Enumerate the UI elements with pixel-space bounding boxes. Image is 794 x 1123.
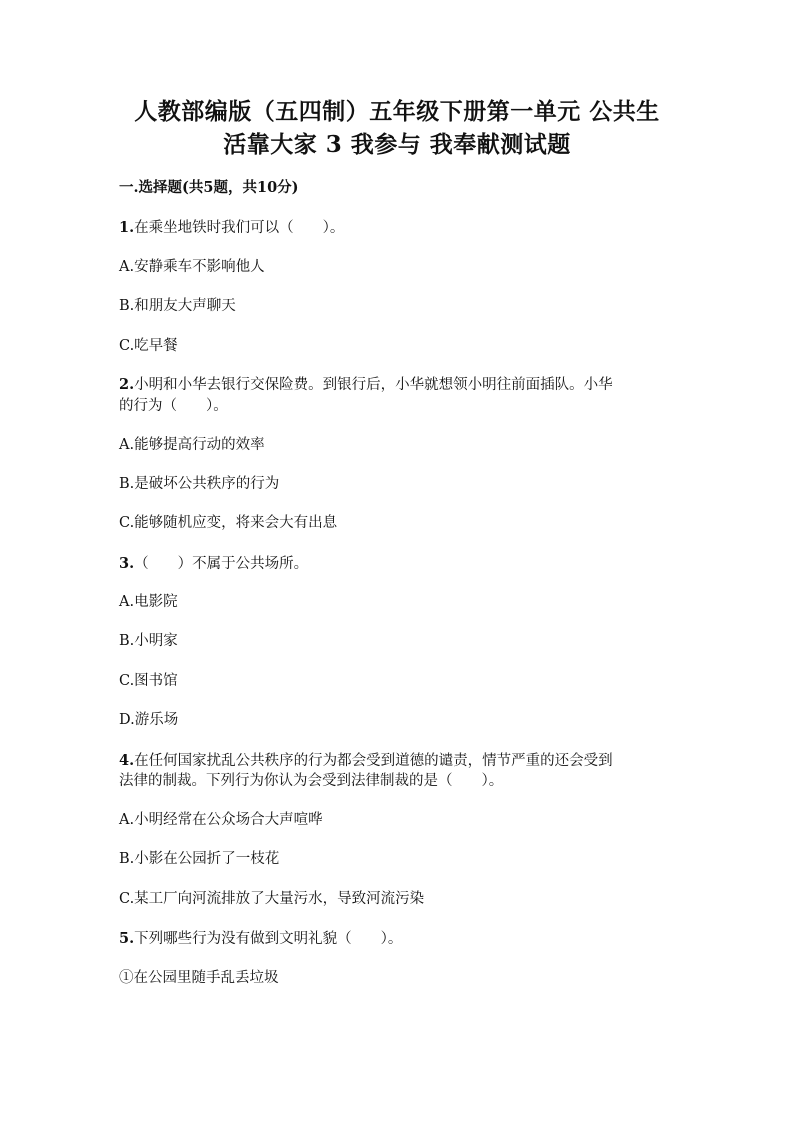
question-1-stem (119, 217, 344, 239)
question-stem-text: 下列哪些行为没有做到文明礼貌（ ）。 (134, 931, 403, 947)
question-stem-text: 在乘坐地铁时我们可以（ ）。 (134, 220, 345, 236)
question-2-stem (119, 374, 613, 396)
question-5-item-1: ①在公园里随手乱丢垃圾 (119, 970, 279, 986)
question-1-option-c: C.吃早餐 (119, 338, 178, 354)
question-4-option-b: B.小影在公园折了一枝花 (119, 851, 280, 867)
question-number: 1. (119, 219, 135, 236)
question-5-stem (119, 928, 402, 950)
question-4-stem (119, 750, 613, 772)
section-heading: 一.选择题(共5题，共10分) (119, 179, 299, 196)
question-number: 2. (119, 376, 135, 393)
question-2-option-a: A.能够提高行动的效率 (119, 437, 265, 453)
question-stem-text: （ ）不属于公共场所。 (134, 556, 309, 572)
question-3-stem (119, 553, 308, 575)
document-title-line-1: 人教部编版（五四制）五年级下册第一单元 公共生 (134, 98, 660, 125)
question-4-option-c: C.某工厂向河流排放了大量污水，导致河流污染 (119, 891, 425, 907)
question-number: 5. (119, 930, 135, 947)
question-1-option-a: A.安静乘车不影响他人 (119, 259, 265, 275)
question-stem-text: 小明和小华去银行交保险费。到银行后，小华就想领小明往前面插队。小华 (134, 377, 613, 393)
question-3-option-a: A.电影院 (119, 594, 178, 610)
question-1-option-b: B.和朋友大声聊天 (119, 298, 236, 314)
document-title-line-2: 活靠大家 3 我参与 我奉献测试题 (223, 131, 571, 158)
question-2-stem-line-2: 的行为（ ）。 (119, 398, 228, 414)
question-number: 4. (119, 752, 135, 769)
question-3-option-d: D.游乐场 (119, 712, 179, 728)
question-4-stem-line-2: 法律的制裁。下列行为你认为会受到法律制裁的是（ ）。 (119, 773, 504, 789)
question-stem-text: 在任何国家扰乱公共秩序的行为都会受到道德的谴责，情节严重的还会受到 (134, 753, 613, 769)
question-3-option-c: C.图书馆 (119, 673, 178, 689)
question-3-option-b: B.小明家 (119, 633, 178, 649)
question-2-option-b: B.是破坏公共秩序的行为 (119, 476, 280, 492)
question-4-option-a: A.小明经常在公众场合大声喧哗 (119, 812, 323, 828)
question-2-option-c: C.能够随机应变，将来会大有出息 (119, 515, 338, 531)
question-number: 3. (119, 555, 135, 572)
